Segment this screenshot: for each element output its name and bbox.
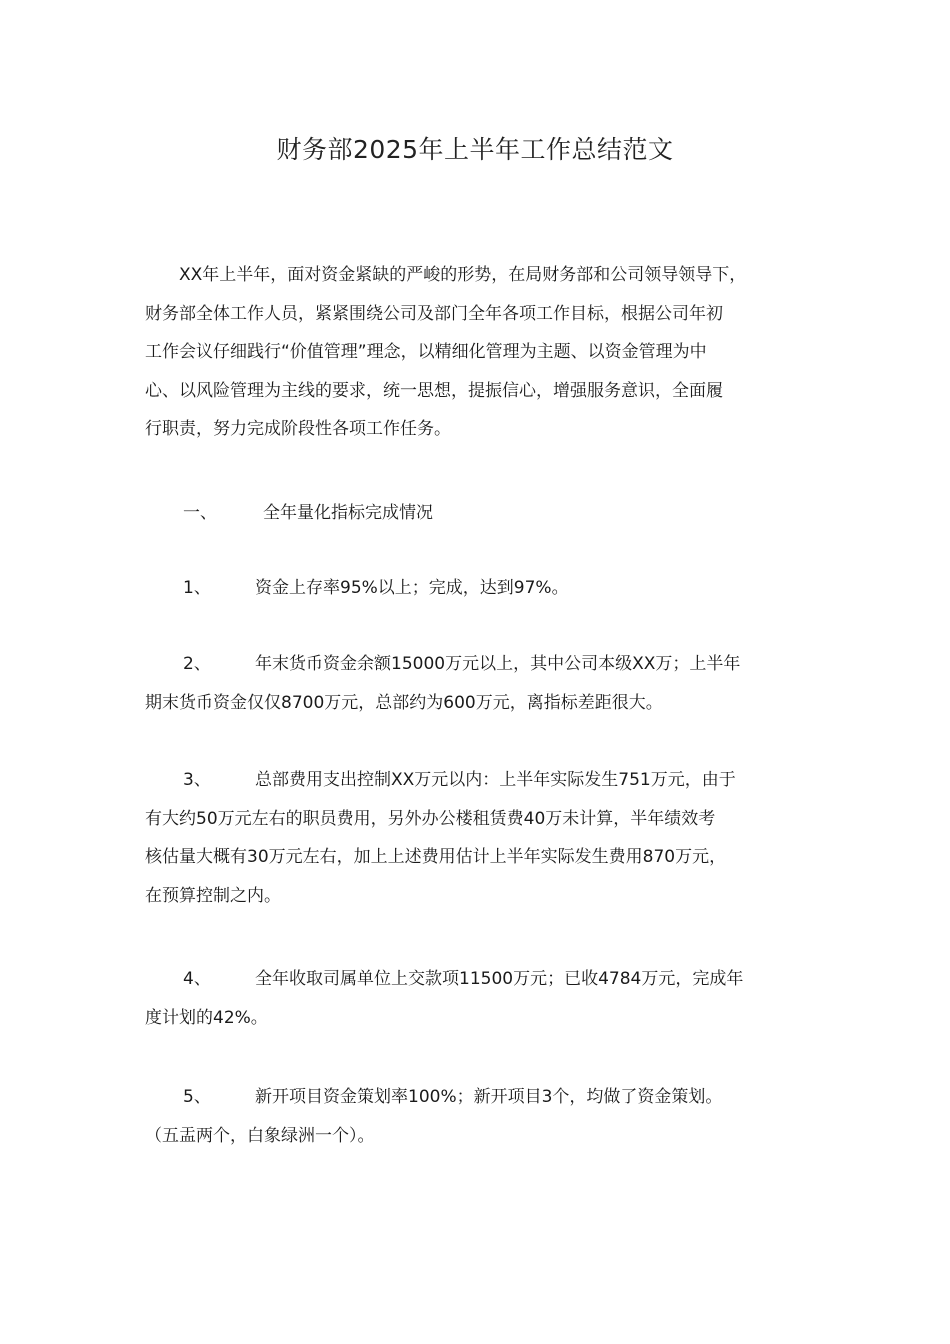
item-number: 3、	[183, 770, 211, 790]
section-number: 一、	[183, 503, 217, 523]
intro-line: 财务部全体工作人员，紧紧围绕公司及部门全年各项工作目标，根据公司年初	[145, 303, 723, 324]
item-number: 5、	[183, 1087, 211, 1107]
list-item	[145, 569, 815, 608]
item-number: 4、	[183, 969, 211, 989]
list-item	[145, 645, 815, 722]
intro-line: 心、以风险管理为主线的要求，统一思想，提振信心，增强服务意识，全面履	[145, 380, 723, 401]
document-title: 财务部2025年上半年工作总结范文	[276, 135, 674, 164]
item-line: 总部费用支出控制XX万元以内：上半年实际发生751万元，由于	[255, 770, 736, 790]
list-item	[145, 1078, 815, 1155]
item-line: 在预算控制之内。	[145, 885, 281, 906]
list-item	[145, 960, 815, 1037]
item-number: 1、	[183, 578, 211, 598]
item-number: 2、	[183, 654, 211, 674]
intro-paragraph	[145, 256, 815, 449]
item-line: 核估量大概有30万元左右，加上上述费用估计上半年实际发生费用870万元，	[145, 847, 727, 867]
item-line: （五盂两个，白象绿洲一个）。	[145, 1125, 375, 1146]
section-heading	[145, 494, 815, 532]
item-line: 年末货币资金余额15000万元以上，其中公司本级XX万；上半年	[255, 654, 741, 674]
intro-line: 工作会议仔细践行“价值管理”理念，以精细化管理为主题、以资金管理为中	[145, 342, 707, 362]
item-line: 有大约50万元左右的职员费用，另外办公楼租赁费40万未计算，半年绩效考	[145, 808, 716, 829]
item-line: 期末货币资金仅仅8700万元，总部约为600万元，离指标差距很大。	[145, 692, 663, 713]
intro-line: XX年上半年，面对资金紧缺的严峻的形势，在局财务部和公司领导领导下，	[179, 265, 747, 285]
item-line: 资金上存率95%以上；完成，达到97%。	[255, 578, 569, 598]
item-line: 全年收取司属单位上交款项11500万元；已收4784万元，完成年	[255, 969, 744, 989]
list-item	[145, 761, 815, 915]
item-line: 新开项目资金策划率100%；新开项目3个，均做了资金策划。	[255, 1087, 723, 1107]
section-title: 全年量化指标完成情况	[263, 503, 433, 523]
intro-line: 行职责，努力完成阶段性各项工作任务。	[145, 419, 451, 439]
item-line: 度计划的42%。	[145, 1007, 268, 1028]
